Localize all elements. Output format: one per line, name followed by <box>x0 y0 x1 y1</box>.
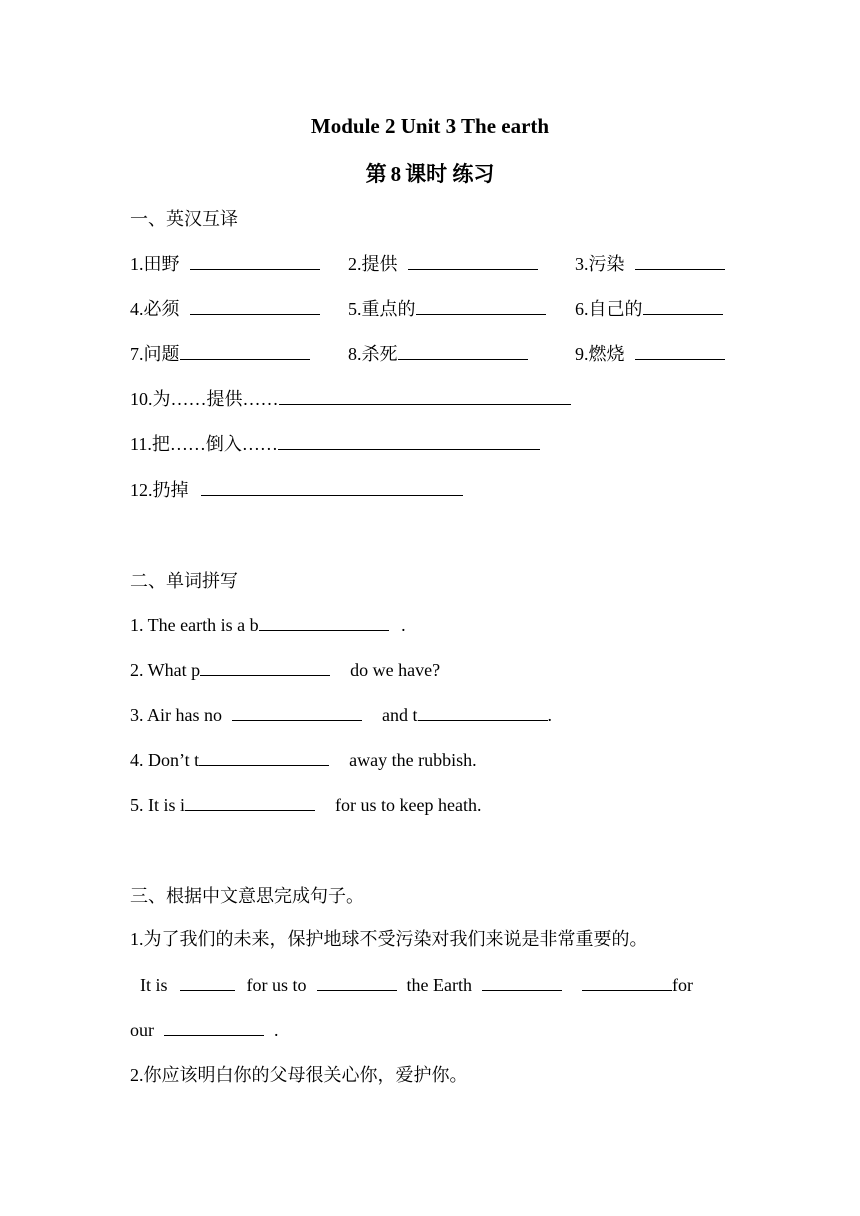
question-1-english <box>140 972 693 997</box>
subtitle-suffix: 课时 练习 <box>405 162 495 186</box>
answer-blank[interactable] <box>190 296 320 315</box>
translation-item <box>130 386 571 411</box>
subtitle-prefix: 第 <box>365 162 387 186</box>
answer-blank[interactable] <box>398 341 528 360</box>
answer-blank[interactable] <box>482 972 562 991</box>
spelling-item <box>130 792 481 817</box>
translation-item <box>130 477 463 502</box>
question-1-chinese: 1.为了我们的未来，保护地球不受污染对我们来说是非常重要的。 <box>130 929 648 949</box>
translation-item <box>575 341 725 366</box>
item-label: 8.杀死 <box>348 344 398 364</box>
answer-blank[interactable] <box>180 341 310 360</box>
item-label: 2.提供 <box>348 254 398 274</box>
spelling-item <box>130 702 552 727</box>
item-label: 3.污染 <box>575 254 625 274</box>
sentence-part: . <box>396 615 406 635</box>
sentence-part: . <box>274 1020 279 1040</box>
spelling-item <box>130 747 477 772</box>
answer-blank[interactable] <box>278 431 540 450</box>
answer-blank[interactable] <box>232 702 362 721</box>
translation-item <box>130 431 540 456</box>
translation-item <box>130 341 310 366</box>
answer-blank[interactable] <box>418 702 548 721</box>
sentence-part: . <box>547 705 552 725</box>
translation-item <box>575 251 725 276</box>
sentence-part: 2. What p <box>130 660 201 680</box>
sentence-part: 3. Air has no <box>130 705 222 725</box>
sentence-part: 1. The earth is a b <box>130 615 259 635</box>
sentence-part: for us to <box>246 975 307 995</box>
translation-item <box>575 296 723 321</box>
item-label: 5.重点的 <box>348 299 416 319</box>
translation-item <box>130 296 320 321</box>
sentence-part: It is <box>140 975 168 995</box>
answer-blank[interactable] <box>416 296 546 315</box>
page-title: Module 2 Unit 3 The earth <box>310 114 550 138</box>
sentence-part: away the rubbish. <box>349 750 477 770</box>
question-2-chinese: 2.你应该明白你的父母很关心你，爱护你。 <box>130 1065 468 1085</box>
item-label: 1.田野 <box>130 254 180 274</box>
answer-blank[interactable] <box>635 251 725 270</box>
item-label: 11.把……倒入…… <box>130 434 278 454</box>
sentence-part: and t <box>382 705 418 725</box>
answer-blank[interactable] <box>582 972 672 991</box>
item-label: 10.为……提供…… <box>130 389 279 409</box>
answer-blank[interactable] <box>201 477 463 496</box>
answer-blank[interactable] <box>180 972 235 991</box>
answer-blank[interactable] <box>164 1017 264 1036</box>
item-label: 6.自己的 <box>575 299 643 319</box>
item-label: 7.问题 <box>130 344 180 364</box>
answer-blank[interactable] <box>259 612 389 631</box>
answer-blank[interactable] <box>190 251 320 270</box>
sentence-part: our <box>130 1020 154 1040</box>
translation-item <box>348 341 528 366</box>
translation-item <box>348 251 538 276</box>
answer-blank[interactable] <box>200 657 330 676</box>
section-3-heading: 三、根据中文意思完成句子。 <box>130 886 364 906</box>
item-label: 12.扔掉 <box>130 480 189 500</box>
lesson-number: 8 <box>390 162 402 186</box>
sentence-part: do we have? <box>350 660 441 680</box>
lesson-subtitle <box>0 158 860 188</box>
sentence-part: 5. It is i <box>130 795 186 815</box>
translation-item <box>130 251 320 276</box>
sentence-part: for <box>672 975 693 995</box>
question-1-english-cont <box>130 1017 279 1042</box>
answer-blank[interactable] <box>317 972 397 991</box>
sentence-part: the Earth <box>406 975 472 995</box>
answer-blank[interactable] <box>185 792 315 811</box>
answer-blank[interactable] <box>408 251 538 270</box>
spelling-item <box>130 657 440 682</box>
section-1-heading: 一、英汉互译 <box>130 209 238 229</box>
translation-item <box>348 296 546 321</box>
answer-blank[interactable] <box>199 747 329 766</box>
item-label: 9.燃烧 <box>575 344 625 364</box>
spelling-item <box>130 612 406 637</box>
answer-blank[interactable] <box>635 341 725 360</box>
section-2-heading: 二、单词拼写 <box>130 571 238 591</box>
item-label: 4.必须 <box>130 299 180 319</box>
sentence-part: 4. Don’t t <box>130 750 200 770</box>
answer-blank[interactable] <box>643 296 723 315</box>
sentence-part: for us to keep heath. <box>335 795 482 815</box>
answer-blank[interactable] <box>279 386 571 405</box>
